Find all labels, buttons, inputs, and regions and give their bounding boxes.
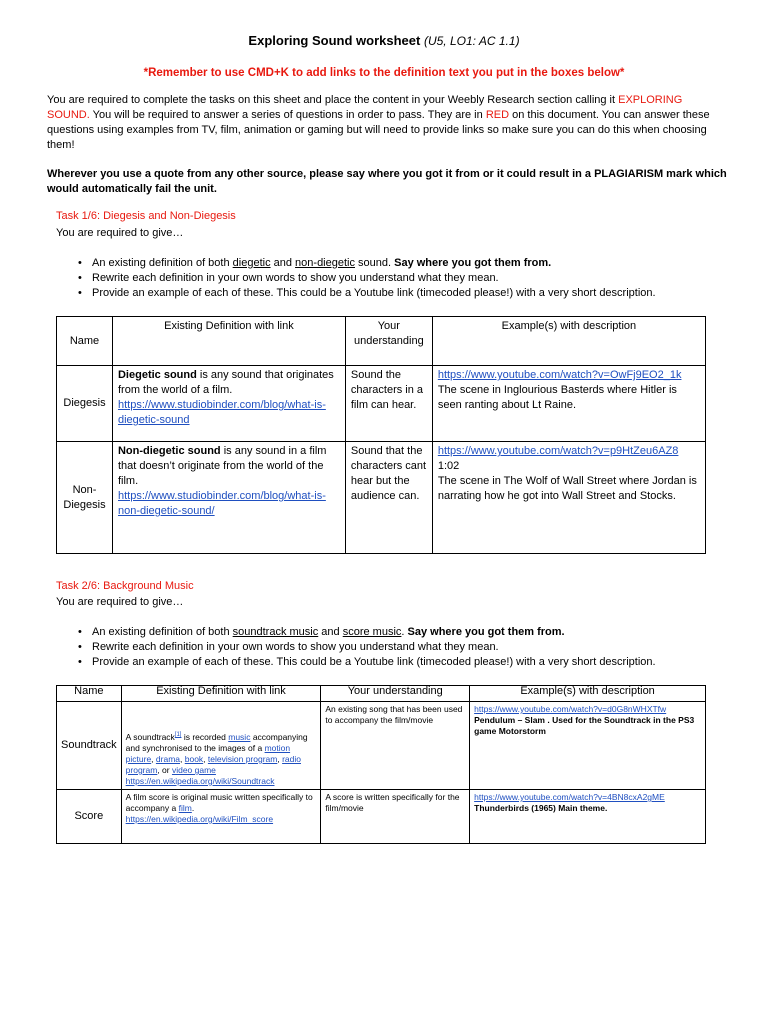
- understanding-cell: Sound the characters in a film can hear.: [345, 366, 432, 442]
- column-header: Example(s) with description: [470, 686, 706, 702]
- table-row: [57, 366, 706, 442]
- example-cell: [470, 790, 706, 844]
- intro-text-3: on this document. You can answer these questions using examples from TV, film, animation or gaming but will need to provide links so make sure you can do this when choosing them!: [47, 109, 710, 151]
- row-name: Diegesis: [57, 366, 113, 442]
- definition-text: ,: [277, 754, 283, 764]
- inline-link[interactable]: radio program: [125, 754, 301, 775]
- bullet-text: and: [270, 257, 296, 269]
- definition-term: Non-diegetic sound: [117, 445, 221, 457]
- task2-heading: Task 2/6: Background Music: [56, 580, 194, 592]
- table-header-row: [57, 317, 706, 366]
- footnote-link[interactable]: [1]: [174, 732, 182, 739]
- definition-text: ,: [180, 754, 185, 764]
- definition-text: accompanying and synchronised to the images of a: [125, 732, 308, 753]
- row-name: Soundtrack: [57, 702, 122, 790]
- example-link[interactable]: https://www.youtube.com/watch?v=OwFj9EO2_1k: [437, 369, 682, 381]
- definition-text: A film score is original music written specifically to accompany a: [125, 792, 313, 813]
- inline-link[interactable]: music: [228, 732, 251, 742]
- example-description: Thunderbirds (1965) Main theme.: [474, 803, 608, 813]
- row-name: Non-Diegesis: [57, 442, 113, 554]
- task1-subheading: You are required to give…: [56, 227, 184, 239]
- column-header: Example(s) with description: [432, 317, 705, 366]
- list-item: • Provide an example of each of these. This could be a Youtube link (timecoded please!) with a very short description.: [92, 286, 656, 301]
- intro-red-2: RED: [485, 109, 510, 121]
- example-link[interactable]: https://www.youtube.com/watch?v=p9HtZeu6AZ8: [437, 445, 679, 457]
- bullet-text: .: [401, 626, 408, 638]
- table-row: [57, 442, 706, 554]
- row-name: Score: [57, 790, 122, 844]
- inline-link[interactable]: motion picture: [125, 743, 291, 764]
- table-row: [57, 702, 706, 790]
- inline-link[interactable]: television program: [207, 754, 278, 764]
- definition-cell: [121, 790, 321, 844]
- example-description: The scene in The Wolf of Wall Street where Jordan is narrating how he got into Wall Street and Stocks.: [437, 475, 697, 502]
- bullet-text: sound.: [354, 257, 395, 269]
- definition-cell: [112, 442, 345, 554]
- definition-link[interactable]: https://en.wikipedia.org/wiki/Film_score: [125, 814, 274, 824]
- definition-cell: [121, 702, 321, 790]
- underlined-term: non-diegetic: [295, 257, 355, 269]
- definition-cell: [112, 366, 345, 442]
- definition-text: is any sound that originates from the world of a film.: [117, 369, 334, 396]
- table-header-row: [57, 686, 706, 702]
- task2-table: [56, 685, 706, 844]
- intro-paragraph: [47, 93, 727, 153]
- definition-link[interactable]: https://www.studiobinder.com/blog/what-is-non-diegetic-sound/: [117, 490, 326, 517]
- inline-link[interactable]: drama: [155, 754, 180, 764]
- table-row: [57, 790, 706, 844]
- column-header: Your understanding: [345, 317, 432, 366]
- definition-link[interactable]: https://www.studiobinder.com/blog/what-is-diegetic-sound: [117, 399, 326, 426]
- definition-text: ,: [151, 754, 156, 764]
- definition-text: , or: [157, 765, 172, 775]
- definition-link[interactable]: https://en.wikipedia.org/wiki/Soundtrack: [125, 776, 275, 786]
- column-header: Your understanding: [321, 686, 470, 702]
- list-item: • Rewrite each definition in your own words to show you understand what they mean.: [92, 271, 656, 286]
- example-cell: [470, 702, 706, 790]
- bullet-bold: Say where you got them from.: [407, 626, 565, 638]
- understanding-cell: An existing song that has been used to accompany the film/movie: [321, 702, 470, 790]
- example-cell: [432, 366, 705, 442]
- task2-bullets: [56, 625, 656, 670]
- reminder-note: *Remember to use CMD+K to add links to the definition text you put in the boxes below*: [143, 67, 625, 79]
- title-reference: (U5, LO1: AC 1.1): [423, 34, 520, 48]
- example-cell: [432, 442, 705, 554]
- inline-link[interactable]: book: [184, 754, 204, 764]
- example-link[interactable]: https://www.youtube.com/watch?v=d0G8nWHXTfw: [474, 704, 667, 714]
- underlined-term: diegetic: [232, 257, 271, 269]
- inline-link[interactable]: film: [178, 803, 192, 813]
- underlined-term: score music: [342, 626, 402, 638]
- task2-subheading: You are required to give…: [56, 596, 184, 608]
- column-header: Name: [57, 317, 113, 366]
- definition-text: .: [191, 803, 195, 813]
- intro-red-1: EXPLORING SOUND.: [47, 94, 683, 121]
- example-timecode: 1:02: [437, 460, 460, 472]
- column-header: Existing Definition with link: [112, 317, 345, 366]
- bullet-text: An existing definition of both: [92, 257, 233, 269]
- underlined-term: soundtrack music: [232, 626, 319, 638]
- list-item: [92, 256, 656, 271]
- definition-term: Diegetic sound: [117, 369, 197, 381]
- example-description: Pendulum – Slam . Used for the Soundtrack in the PS3 game Motorstorm: [474, 715, 695, 736]
- plagiarism-warning: Wherever you use a quote from any other source, please say where you got it from or it could result in a PLAGIARISM mark which would automatically fail the unit.: [47, 168, 727, 195]
- definition-text: is recorded: [181, 732, 229, 742]
- list-item: • Provide an example of each of these. This could be a Youtube link (timecoded please!) with a very short description.: [92, 655, 656, 670]
- bullet-text: An existing definition of both: [92, 626, 233, 638]
- definition-text: A soundtrack: [125, 732, 175, 742]
- bullet-text: and: [318, 626, 343, 638]
- column-header: Name: [57, 686, 122, 702]
- example-link[interactable]: https://www.youtube.com/watch?v=4BN8cxA2gME: [474, 792, 665, 802]
- task1-heading: Task 1/6: Diegesis and Non-Diegesis: [56, 210, 236, 222]
- column-header: Existing Definition with link: [121, 686, 321, 702]
- list-item: • Rewrite each definition in your own words to show you understand what they mean.: [92, 640, 656, 655]
- task1-table: [56, 316, 706, 554]
- inline-link[interactable]: video game: [171, 765, 216, 775]
- understanding-cell: Sound that the characters cant hear but the audience can.: [345, 442, 432, 554]
- list-item: [92, 625, 656, 640]
- definition-text: ,: [203, 754, 208, 764]
- definition-text: is any sound in a film that doesn’t originate from the world of the film.: [117, 445, 327, 487]
- example-description: The scene in Inglourious Basterds where Hitler is seen ranting about Lt Raine.: [437, 384, 677, 411]
- title-text: Exploring Sound worksheet: [248, 33, 421, 48]
- understanding-cell: A score is written specifically for the film/movie: [321, 790, 470, 844]
- intro-text-1: You are required to complete the tasks on this sheet and place the content in your Weebly Research section calling it: [47, 94, 619, 106]
- intro-text-2: You will be required to answer a series of questions in order to pass. They are in: [89, 109, 486, 121]
- page-title: [0, 33, 768, 48]
- bullet-bold: Say where you got them from.: [394, 257, 552, 269]
- task1-bullets: [56, 256, 656, 301]
